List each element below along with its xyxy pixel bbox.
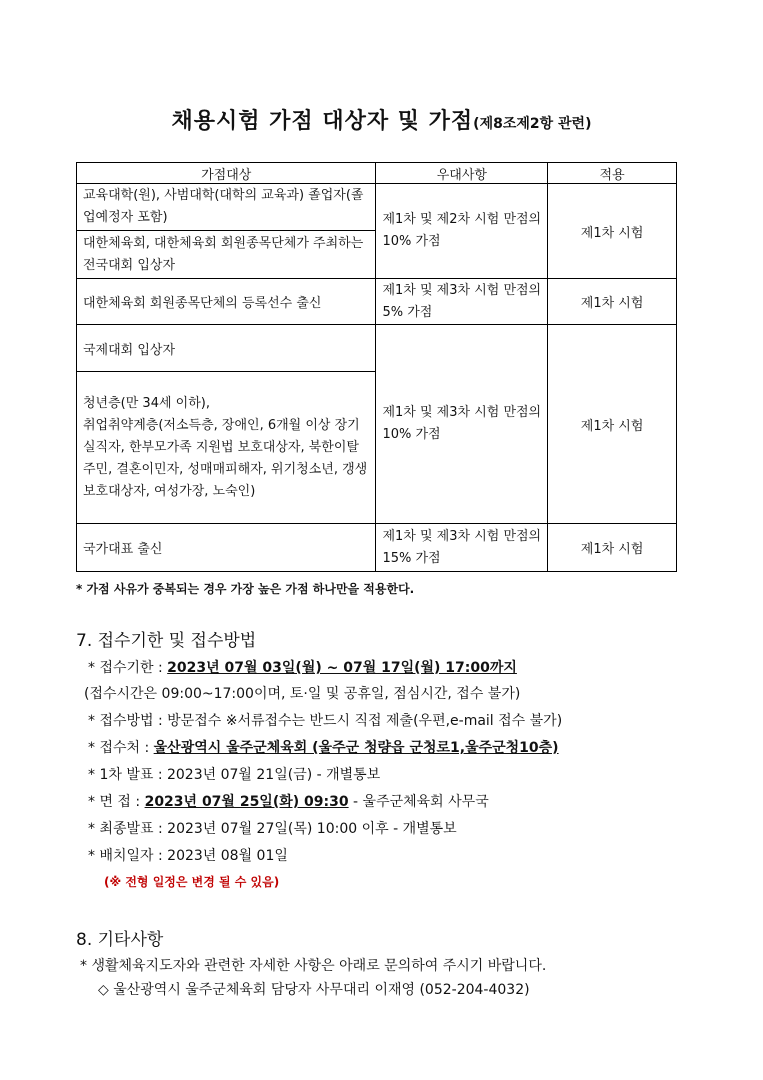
table-row bbox=[77, 279, 677, 325]
interview-place: - 울주군체육회 사무국 bbox=[348, 794, 489, 810]
title-main: 채용시험 가점 대상자 및 가점 bbox=[171, 109, 474, 134]
table-cell: 제1차 및 제2차 시험 만점의 10% 가점 bbox=[376, 184, 548, 279]
schedule-warning: (※ 전형 일정은 변경 될 수 있음) bbox=[104, 875, 280, 889]
table-cell: 국가대표 출신 bbox=[77, 524, 376, 572]
table-cell: 제1차 및 제3차 시험 만점의 15% 가점 bbox=[376, 524, 548, 572]
table-cell: 제1차 및 제3차 시험 만점의 5% 가점 bbox=[376, 279, 548, 325]
table-cell: 제1차 시험 bbox=[548, 279, 677, 325]
interview-label: * 면 접 : bbox=[88, 794, 145, 810]
table-cell bbox=[77, 372, 376, 524]
table-cell: 제1차 및 제3차 시험 만점의 10% 가점 bbox=[376, 325, 548, 524]
page-title bbox=[0, 104, 763, 135]
table-cell: 제1차 시험 bbox=[548, 524, 677, 572]
final-result-line: * 최종발표 : 2023년 07월 27일(목) 10:00 이후 - 개별통보 bbox=[88, 821, 457, 837]
deadline-value: 2023년 07월 03일(월) ~ 07월 17일(월) 17:00까지 bbox=[167, 660, 517, 676]
table-header: 적용 bbox=[548, 163, 677, 184]
table-cell: 제1차 시험 bbox=[548, 325, 677, 524]
first-result-line: * 1차 발표 : 2023년 07월 21일(금) - 개별통보 bbox=[88, 767, 381, 783]
table-row bbox=[77, 524, 677, 572]
table-header: 우대사항 bbox=[376, 163, 548, 184]
cell-line: 청년층(만 34세 이하), bbox=[83, 395, 210, 411]
placement-line: * 배치일자 : 2023년 08월 01일 bbox=[88, 848, 288, 864]
deadline-line bbox=[88, 657, 517, 677]
table-header: 가점대상 bbox=[77, 163, 376, 184]
table-cell: 대한체육회 회원종목단체의 등록선수 출신 bbox=[77, 279, 376, 325]
table-note: * 가점 사유가 중복되는 경우 가장 높은 가점 하나만을 적용한다. bbox=[76, 582, 415, 596]
contact-intro-line: * 생활체육지도자와 관련한 자세한 사항은 아래로 문의하여 주시기 바랍니다. bbox=[80, 958, 547, 974]
table-cell: 국제대회 입상자 bbox=[77, 325, 376, 372]
section-8-heading: 8. 기타사항 bbox=[76, 930, 164, 950]
contact-line: ◇ 울산광역시 울주군체육회 담당자 사무대리 이재영 (052-204-4032) bbox=[98, 982, 530, 998]
table-header-row bbox=[77, 163, 677, 184]
interview-value: 2023년 07월 25일(화) 09:30 bbox=[144, 794, 349, 810]
hours-line: (접수시간은 09:00~17:00이며, 토·일 및 공휴일, 점심시간, 접수 불가) bbox=[84, 686, 521, 702]
place-value: 울산광역시 울주군체육회 (울주군 청량읍 군청로1,울주군청10층) bbox=[153, 740, 559, 756]
table-row bbox=[77, 325, 677, 372]
table-cell: 교육대학(원), 사범대학(대학의 교육과) 졸업자(졸업예정자 포함) bbox=[77, 184, 376, 231]
table-cell: 대한체육회, 대한체육회 회원종목단체가 주최하는 전국대회 입상자 bbox=[77, 231, 376, 279]
cell-line: 취업취약계층(저소득층, 장애인, 6개월 이상 장기실직자, 한부모가족 지원법 보호대상자, 북한이탈주민, 결혼이민자, 성매매피해자, 위기청소년, 갱생보호대상자, 여성가장, 노숙인) bbox=[83, 417, 368, 499]
deadline-label: * 접수기한 : bbox=[88, 660, 168, 676]
place-label: * 접수처 : bbox=[88, 740, 154, 756]
bonus-table bbox=[76, 162, 677, 572]
table-cell: 제1차 시험 bbox=[548, 184, 677, 279]
method-line: * 접수방법 : 방문접수 ※서류접수는 반드시 직접 제출(우편,e-mail 접수 불가) bbox=[88, 713, 563, 729]
place-line bbox=[88, 737, 559, 757]
table-row bbox=[77, 184, 677, 231]
title-sub: (제8조제2항 관련) bbox=[473, 116, 592, 132]
interview-line bbox=[88, 791, 489, 811]
section-7-heading: 7. 접수기한 및 접수방법 bbox=[76, 631, 257, 651]
